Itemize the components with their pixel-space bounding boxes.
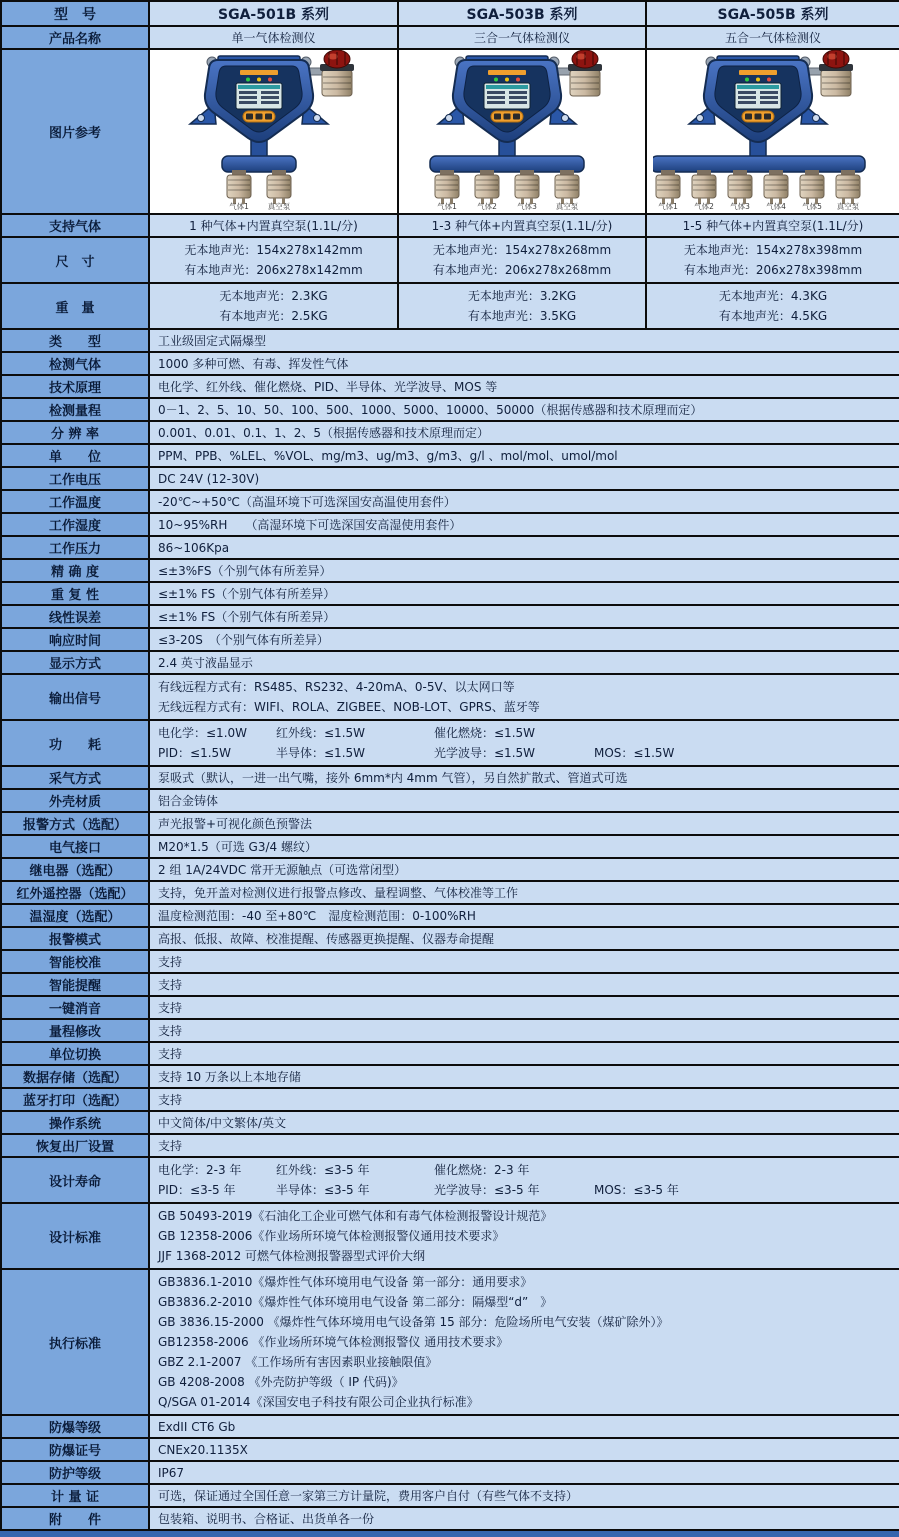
spec-row-7 (1, 490, 899, 513)
spec-row-21 (1, 858, 899, 881)
spec-row-value: ≤±3%FS（个别气体有所差异） (149, 559, 899, 582)
spec-row-label: 工作湿度 (1, 513, 149, 536)
spec-row-20 (1, 835, 899, 858)
device-image-cell-3 (646, 49, 899, 214)
spec-row-value: 10~95%RH （高湿环境下可选深国安高湿使用套件） (149, 513, 899, 536)
spec-row-value: 支持 (149, 1088, 899, 1111)
dimensions-3: 无本地声光：154x278x398mm 有本地声光：206x278x398mm (646, 237, 899, 283)
spec-row-41 (1, 1507, 899, 1530)
spec-row-label: 量程修改 (1, 1019, 149, 1042)
spec-row-value: 电化学、红外线、催化燃烧、PID、半导体、光学波导、MOS 等 (149, 375, 899, 398)
spec-segment: MOS：≤1.5W (594, 746, 675, 760)
spec-segment: 光学波导：≤3-5 年 (434, 1183, 540, 1197)
spec-row-value: 支持 (149, 1042, 899, 1065)
spec-row-29 (1, 1042, 899, 1065)
spec-row-value (149, 1157, 899, 1203)
spec-row-label: 电气接口 (1, 835, 149, 858)
spec-row-value: 工业级固定式隔爆型 (149, 329, 899, 352)
spec-row-label: 执行标准 (1, 1269, 149, 1415)
model-sga501b: SGA-501B 系列 (149, 1, 398, 26)
spec-row-value: 支持 (149, 973, 899, 996)
row-image-reference (1, 49, 899, 214)
spec-row-10 (1, 559, 899, 582)
spec-row-label: 数据存储（选配） (1, 1065, 149, 1088)
spec-row-value: 中文简体/中文繁体/英文 (149, 1111, 899, 1134)
spec-row-label: 温湿度（选配） (1, 904, 149, 927)
svg-text:气体2: 气体2 (477, 202, 497, 210)
weight-label: 重 量 (1, 283, 149, 329)
spec-segment: 电化学：≤1.0W (158, 726, 248, 740)
spec-row-label: 设计标准 (1, 1203, 149, 1269)
spec-row-label: 分 辨 率 (1, 421, 149, 444)
spec-segment: PID：≤1.5W (158, 746, 232, 760)
spec-row-23 (1, 904, 899, 927)
spec-row-value: 高报、低报、故障、校准提醒、传感器更换提醒、仪器寿命提醒 (149, 927, 899, 950)
spec-row-value: 可选，保证通过全国任意一家第三方计量院，费用客户自付（有些气体不支持） (149, 1484, 899, 1507)
spec-row-label: 附 件 (1, 1507, 149, 1530)
spec-row-label: 类 型 (1, 329, 149, 352)
device-image-cell-2 (398, 49, 646, 214)
spec-row-value: 支持 (149, 1019, 899, 1042)
spec-row-2 (1, 375, 899, 398)
svg-text:真空泵: 真空泵 (267, 202, 290, 210)
spec-row-label: 工作电压 (1, 467, 149, 490)
spec-row-13 (1, 628, 899, 651)
svg-text:气体3: 气体3 (517, 202, 537, 210)
spec-row-label: 防爆证号 (1, 1438, 149, 1461)
row-model (1, 1, 899, 26)
spec-segment: 红外线：≤1.5W (276, 726, 366, 740)
spec-row-label: 设计寿命 (1, 1157, 149, 1203)
spec-row-label: 线性误差 (1, 605, 149, 628)
spec-segment: 催化燃烧：2-3 年 (434, 1163, 530, 1177)
spec-row-value: CNEx20.1135X (149, 1438, 899, 1461)
support-gas-1: 1 种气体+内置真空泵(1.1L/分) (149, 214, 398, 237)
spec-row-label: 检测量程 (1, 398, 149, 421)
spec-row-value: ≤±1% FS（个别气体有所差异） (149, 605, 899, 628)
image-reference-label: 图片参考 (1, 49, 149, 214)
spec-row-value: 温度检测范围：-40 至+80℃ 湿度检测范围：0-100%RH (149, 904, 899, 927)
spec-row-32 (1, 1111, 899, 1134)
spec-segment: 半导体：≤3-5 年 (276, 1183, 370, 1197)
row-dimensions (1, 237, 899, 283)
svg-text:气体4: 气体4 (766, 202, 786, 210)
spec-row-39 (1, 1461, 899, 1484)
spec-row-36 (1, 1269, 899, 1415)
spec-row-value: ExdII CT6 Gb (149, 1415, 899, 1438)
spec-row-value: 支持 (149, 1134, 899, 1157)
spec-row-35 (1, 1203, 899, 1269)
weight-3: 无本地声光：4.3KG 有本地声光：4.5KG (646, 283, 899, 329)
spec-row-6 (1, 467, 899, 490)
spec-segment: 半导体：≤1.5W (276, 746, 366, 760)
spec-row-label: 工作压力 (1, 536, 149, 559)
spec-segment: 电化学：2-3 年 (158, 1163, 242, 1177)
spec-segment: 红外线：≤3-5 年 (276, 1163, 370, 1177)
spec-row-value: PPM、PPB、%LEL、%VOL、mg/m3、ug/m3、g/m3、g/l 、mol/mol、umol/mol (149, 444, 899, 467)
gas-detector-illustration-sga503b (402, 50, 642, 210)
spec-row-9 (1, 536, 899, 559)
spec-row-label: 防护等级 (1, 1461, 149, 1484)
support-gas-label: 支持气体 (1, 214, 149, 237)
spec-row-30 (1, 1065, 899, 1088)
spec-row-label: 继电器（选配） (1, 858, 149, 881)
table-bottom-accent-bar (0, 1531, 899, 1537)
svg-text:真空泵: 真空泵 (836, 202, 860, 210)
spec-segment: 光学波导：≤1.5W (434, 746, 536, 760)
spec-row-22 (1, 881, 899, 904)
svg-text:气体1: 气体1 (228, 202, 249, 210)
spec-row-value: GB3836.1-2010《爆炸性气体环境用电气设备 第一部分：通用要求》 GB3836.2-2010《爆炸性气体环境用电气设备 第二部分：隔爆型“d” 》 GB 3836.15-2000 《爆炸性气体环境用电气设备第 15 部分：危险场所电气安装（煤矿除外）》 GB12358-2006 《作业场所环境气体检测报警仪 通用技术要求》 GBZ 2.1-2007 《工作场所有害因素职业接触限值》 GB 4208-2008 《外壳防护等级（ IP 代码)》 Q/SGA 01-2014《深国安电子科技有限公司企业执行标准》 (149, 1269, 899, 1415)
spec-row-label: 报警模式 (1, 927, 149, 950)
spec-row-28 (1, 1019, 899, 1042)
spec-row-16 (1, 720, 899, 766)
spec-row-value: 86~106Kpa (149, 536, 899, 559)
spec-row-label: 恢复出厂设置 (1, 1134, 149, 1157)
spec-row-value: 支持，免开盖对检测仪进行报警点修改、量程调整、气体校准等工作 (149, 881, 899, 904)
model-sga505b: SGA-505B 系列 (646, 1, 899, 26)
spec-row-label: 操作系统 (1, 1111, 149, 1134)
spec-row-value: M20*1.5（可选 G3/4 螺纹） (149, 835, 899, 858)
spec-row-label: 采气方式 (1, 766, 149, 789)
spec-row-value: 包装箱、说明书、合格证、出货单各一份 (149, 1507, 899, 1530)
svg-text:气体1: 气体1 (437, 202, 457, 210)
spec-row-40 (1, 1484, 899, 1507)
spec-row-34 (1, 1157, 899, 1203)
spec-row-label: 输出信号 (1, 674, 149, 720)
spec-row-19 (1, 812, 899, 835)
spec-row-value: IP67 (149, 1461, 899, 1484)
model-row-label: 型 号 (1, 1, 149, 26)
svg-text:气体5: 气体5 (802, 202, 822, 210)
spec-row-14 (1, 651, 899, 674)
row-support-gas (1, 214, 899, 237)
spec-row-label: 单位切换 (1, 1042, 149, 1065)
spec-row-1 (1, 352, 899, 375)
spec-row-label: 外壳材质 (1, 789, 149, 812)
spec-row-33 (1, 1134, 899, 1157)
spec-row-8 (1, 513, 899, 536)
svg-text:气体1: 气体1 (658, 202, 678, 210)
spec-row-value: 1000 多种可燃、有毒、挥发性气体 (149, 352, 899, 375)
spec-row-label: 蓝牙打印（选配） (1, 1088, 149, 1111)
spec-row-label: 报警方式（选配） (1, 812, 149, 835)
spec-row-value: 泵吸式（默认，一进一出气嘴，接外 6mm*内 4mm 气管），另自然扩散式、管道式可选 (149, 766, 899, 789)
spec-row-26 (1, 973, 899, 996)
spec-row-label: 红外遥控器（选配） (1, 881, 149, 904)
spec-row-value (149, 720, 899, 766)
spec-row-value: ≤3-20S （个别气体有所差异） (149, 628, 899, 651)
spec-row-18 (1, 789, 899, 812)
spec-row-15 (1, 674, 899, 720)
spec-segment: PID：≤3-5 年 (158, 1183, 236, 1197)
spec-row-11 (1, 582, 899, 605)
spec-row-value: 声光报警+可视化颜色预警法 (149, 812, 899, 835)
spec-row-37 (1, 1415, 899, 1438)
model-sga503b: SGA-503B 系列 (398, 1, 646, 26)
spec-row-value: 支持 (149, 996, 899, 1019)
row-product-name (1, 26, 899, 49)
weight-2: 无本地声光：3.2KG 有本地声光：3.5KG (398, 283, 646, 329)
spec-row-value: 2 组 1A/24VDC 常开无源触点（可选常闭型） (149, 858, 899, 881)
spec-segment: 催化燃烧：≤1.5W (434, 726, 536, 740)
spec-row-label: 显示方式 (1, 651, 149, 674)
support-gas-3: 1-5 种气体+内置真空泵(1.1L/分) (646, 214, 899, 237)
spec-row-label: 重 复 性 (1, 582, 149, 605)
spec-row-label: 单 位 (1, 444, 149, 467)
spec-row-label: 响应时间 (1, 628, 149, 651)
spec-row-value: 0－1、2、5、10、50、100、500、1000、5000、10000、50000（根据传感器和技术原理而定） (149, 398, 899, 421)
spec-row-label: 功 耗 (1, 720, 149, 766)
spec-row-24 (1, 927, 899, 950)
spec-row-0 (1, 329, 899, 352)
spec-row-label: 智能提醒 (1, 973, 149, 996)
spec-row-value: 2.4 英寸液晶显示 (149, 651, 899, 674)
spec-row-value: DC 24V (12-30V) (149, 467, 899, 490)
svg-text:气体3: 气体3 (730, 202, 750, 210)
spec-row-label: 检测气体 (1, 352, 149, 375)
spec-row-value: ≤±1% FS（个别气体有所差异） (149, 582, 899, 605)
product-name-3: 五合一气体检测仪 (646, 26, 899, 49)
gas-detector-illustration-sga501b (154, 50, 394, 210)
dimensions-1: 无本地声光：154x278x142mm 有本地声光：206x278x142mm (149, 237, 398, 283)
spec-row-label: 计 量 证 (1, 1484, 149, 1507)
device-image-cell-1 (149, 49, 398, 214)
spec-row-label: 一键消音 (1, 996, 149, 1019)
spec-row-label: 精 确 度 (1, 559, 149, 582)
spec-row-31 (1, 1088, 899, 1111)
spec-row-value: 支持 10 万条以上本地存储 (149, 1065, 899, 1088)
spec-row-value: 0.001、0.01、0.1、1、2、5（根据传感器和技术原理而定） (149, 421, 899, 444)
spec-row-label: 智能校准 (1, 950, 149, 973)
weight-1: 无本地声光：2.3KG 有本地声光：2.5KG (149, 283, 398, 329)
gas-detector-illustration-sga505b (653, 50, 893, 210)
product-name-2: 三合一气体检测仪 (398, 26, 646, 49)
dimensions-label: 尺 寸 (1, 237, 149, 283)
spec-row-5 (1, 444, 899, 467)
dimensions-2: 无本地声光：154x278x268mm 有本地声光：206x278x268mm (398, 237, 646, 283)
product-name-label: 产品名称 (1, 26, 149, 49)
svg-text:气体2: 气体2 (694, 202, 714, 210)
spec-segment: MOS：≤3-5 年 (594, 1183, 679, 1197)
spec-row-value: 铝合金铸体 (149, 789, 899, 812)
spec-row-value: -20℃~+50℃（高温环境下可选深国安高温使用套件） (149, 490, 899, 513)
spec-row-3 (1, 398, 899, 421)
spec-row-label: 防爆等级 (1, 1415, 149, 1438)
spec-row-27 (1, 996, 899, 1019)
spec-row-25 (1, 950, 899, 973)
spec-row-label: 技术原理 (1, 375, 149, 398)
product-name-1: 单一气体检测仪 (149, 26, 398, 49)
spec-row-value: 有线远程方式有：RS485、RS232、4-20mA、0-5V、以太网口等 无线远程方式有：WIFI、ROLA、ZIGBEE、NOB-LOT、GPRS、蓝牙等 (149, 674, 899, 720)
spec-row-value: GB 50493-2019《石油化工企业可燃气体和有毒气体检测报警设计规范》 GB 12358-2006《作业场所环境气体检测报警仪通用技术要求》 JJF 1368-2012 可燃气体检测报警器型式评价大纲 (149, 1203, 899, 1269)
spec-row-label: 工作温度 (1, 490, 149, 513)
spec-row-12 (1, 605, 899, 628)
row-weight (1, 283, 899, 329)
spec-row-value: 支持 (149, 950, 899, 973)
spec-row-17 (1, 766, 899, 789)
support-gas-2: 1-3 种气体+内置真空泵(1.1L/分) (398, 214, 646, 237)
svg-text:真空泵: 真空泵 (555, 202, 579, 210)
spec-row-38 (1, 1438, 899, 1461)
spec-row-4 (1, 421, 899, 444)
